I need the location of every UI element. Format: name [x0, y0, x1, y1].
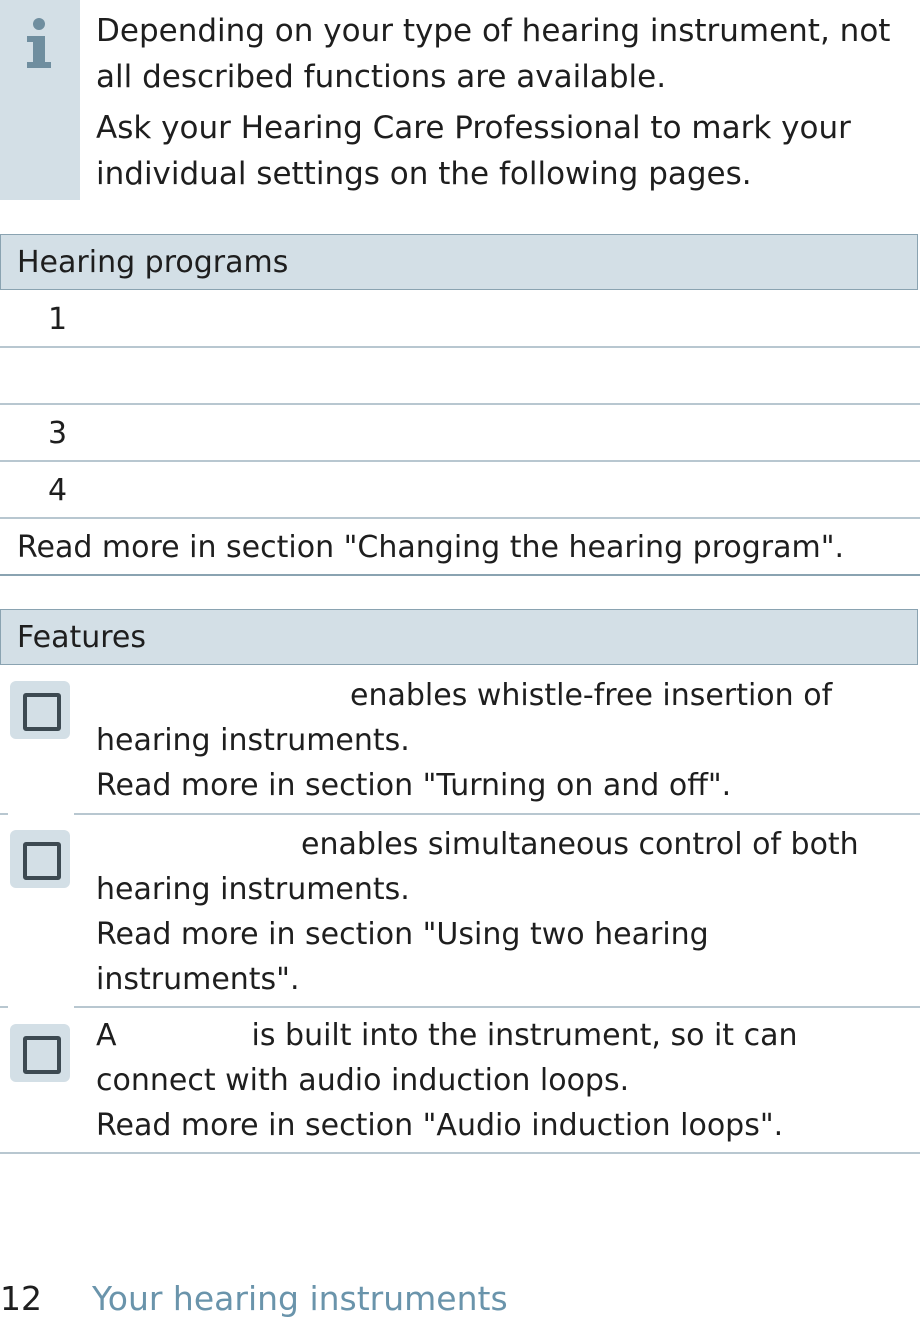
checkbox-square-icon	[23, 693, 61, 731]
section-title: Your hearing instruments	[92, 1279, 508, 1318]
programs-read-more: Read more in section "Changing the hearing program".	[0, 520, 920, 576]
feature-description: A is built into the instrument, so it can connect with audio induction loops.	[96, 1018, 798, 1098]
feature-checkbox-2[interactable]	[10, 830, 70, 888]
hearing-programs-header: Hearing programs	[0, 234, 918, 290]
feature-read-more: Read more in section "Audio induction loops".	[96, 1108, 784, 1143]
feature-read-more: Read more in section "Turning on and off".	[96, 768, 732, 803]
program-number: 4	[48, 473, 68, 508]
features-header: Features	[0, 609, 918, 665]
note-line-2: Ask your Hearing Care Professional to mark your individual settings on the following pages.	[96, 110, 851, 192]
feature-description: enables whistle-free insertion of hearing instruments.	[96, 678, 833, 758]
page-footer	[0, 1276, 508, 1322]
feature-item-3	[0, 1008, 920, 1154]
page-number: 12	[0, 1279, 42, 1318]
note-line-1: Depending on your type of hearing instrument, not all described functions are available.	[96, 13, 891, 95]
feature-item-1	[0, 667, 920, 815]
feature-description: enables simultaneous control of both hearing instruments.	[96, 827, 859, 907]
info-box	[0, 0, 80, 200]
divider	[0, 1152, 920, 1154]
feature-read-more: Read more in section "Using two hearing instruments".	[96, 917, 709, 997]
feature-checkbox-1[interactable]	[10, 681, 70, 739]
program-row-1	[0, 292, 920, 348]
info-note	[96, 8, 896, 197]
program-number: 3	[48, 416, 68, 451]
program-row-3	[0, 406, 920, 462]
checkbox-square-icon	[23, 1036, 61, 1074]
info-icon	[24, 16, 54, 76]
checkbox-square-icon	[23, 842, 61, 880]
feature-checkbox-3[interactable]	[10, 1024, 70, 1082]
program-row-4	[0, 463, 920, 519]
program-number: 1	[48, 302, 68, 337]
program-row-2	[0, 349, 920, 405]
feature-item-2	[0, 815, 920, 1008]
